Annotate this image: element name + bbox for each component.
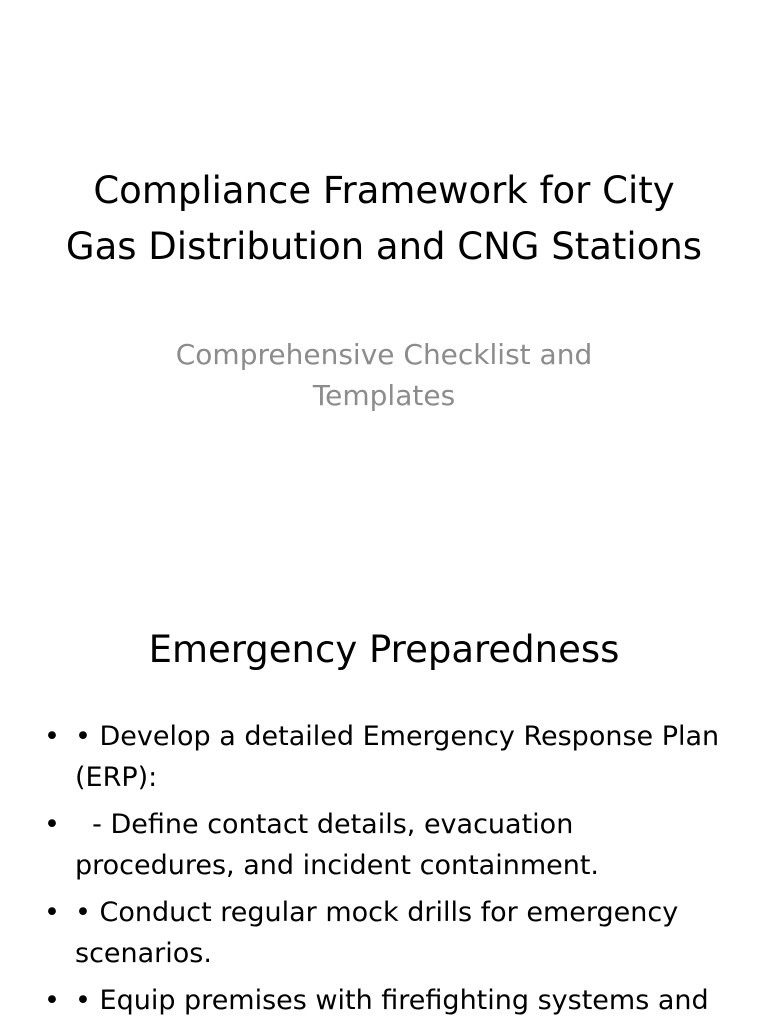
deck-title: Compliance Framework for City Gas Distribution and CNG Stations <box>65 169 703 268</box>
deck-subtitle: Comprehensive Checklist and Templates <box>175 338 593 412</box>
bullet-text: • Equip premises with firefighting systems and <box>75 985 709 1016</box>
bullet-dot-icon: • <box>44 721 60 752</box>
bullet-text: • Conduct regular mock drills for emergency scenarios. <box>75 897 679 969</box>
content-slide <box>0 576 768 1024</box>
list-item <box>40 980 730 1021</box>
list-item <box>40 804 730 886</box>
bullet-text: - Define contact details, evacuation procedures, and incident containment. <box>75 809 600 881</box>
list-item <box>40 716 730 798</box>
bullet-dot-icon: • <box>44 809 60 840</box>
bullet-list <box>40 716 730 1027</box>
section-title: Emergency Preparedness <box>148 628 620 671</box>
bullet-dot-icon: • <box>44 985 60 1016</box>
bullet-text: • Develop a detailed Emergency Response Plan (ERP): <box>75 721 720 793</box>
list-item <box>40 892 730 974</box>
bullet-dot-icon: • <box>44 897 60 928</box>
